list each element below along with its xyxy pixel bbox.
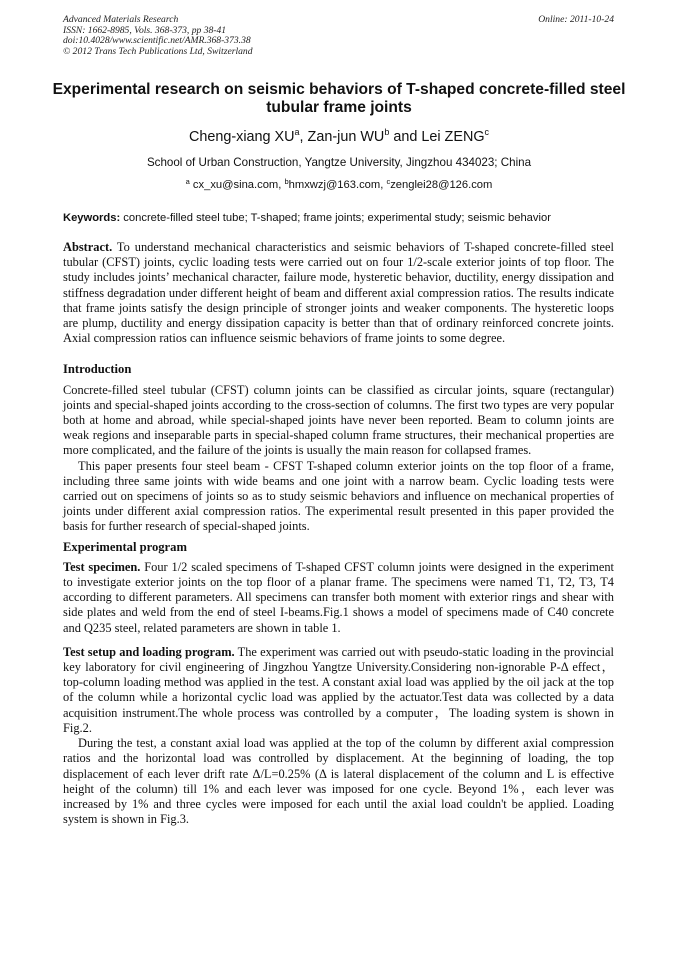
keywords — [63, 211, 623, 225]
journal-issn: ISSN: 1662-8985, Vols. 368-373, pp 38-41 — [63, 24, 227, 36]
email-superscript: c — [386, 177, 391, 186]
journal-copyright: © 2012 Trans Tech Publications Ltd, Switzerland — [63, 45, 253, 57]
intro-paragraph-1: Concrete-filled steel tubular (CFST) column joints can be classified as circular joints, square (rectangular) joints and special-shaped joints according to the cross-section of columns. The first two types are very popular both at home and abroad, while special-shaped joints have never been reported. Beam to column joints are weak regions and inseparable parts in special-shaped column frame structures, their mechanical properties are more complicated, and the failure of the joints is usually the main reason for collapsed frames. — [63, 382, 614, 458]
author-list — [40, 128, 638, 146]
author-emails — [40, 178, 638, 192]
paper-title: Experimental research on seismic behaviors of T-shaped concrete-filled steel tubular frame joints — [52, 81, 626, 116]
loading-paragraph: During the test, a constant axial load was applied at the top of the column by different axial compression ratios and the horizontal load was controlled by displacement. At the beginning of loading, the top displacement of each lever drift rate Δ/L=0.25% (Δ is lateral displacement of the column and L is effective height of the column) till 1% and each lever was imposed for one cycle. Beyond 1%，each lever was increased by 1% and three cycles were imposed for each until the axial load couldn't be applied. Loading system is shown in Fig.3. — [63, 736, 614, 827]
author-separator: and — [389, 129, 422, 145]
test-specimen-text: Four 1/2 scaled specimens of T-shaped CFST column joints were designed in the experiment to investigate exterior joints on the top floor of a planar frame. The specimens were named T1, T2, T3, T4 according to different parameters. All specimens can transfer both moment with exterior rings and shear with side plates and weld from the end of steel I-beams.Fig.1 shows a model of specimens made of C40 concrete and Q235 steel, related parameters are shown in table 1. — [63, 559, 615, 635]
author-name: Lei ZENG — [421, 129, 485, 145]
keywords-label: Keywords: — [63, 212, 121, 224]
online-date: Online: 2011-10-24 — [538, 14, 614, 25]
email-link[interactable]: hmxwzj@163.com, — [288, 179, 387, 191]
author-superscript: c — [484, 127, 490, 137]
test-setup-label: Test setup and loading program. — [63, 644, 235, 659]
keywords-text: concrete-filled steel tube; T-shaped; frame joints; experimental study; seismic behavior — [120, 212, 551, 224]
journal-name: Advanced Materials Research — [63, 14, 179, 25]
author-separator: , — [299, 129, 308, 145]
test-setup-paragraph — [63, 645, 614, 736]
test-setup-text: The experiment was carried out with pseudo-static loading in the provincial key laboratory for civil engineering of Jingzhou Yangtze University.Considering non-ignorable P-Δ effect，top-column loading method was applied in the test. A constant axial load was applied by the oil jack at the top of the column while a horizontal cyclic load was applied by the actuator.Test data was collected by a data acquisition instrument.The whole process was controlled by a computer，The loading system is shown in Fig.2. — [63, 644, 614, 735]
email-superscript: a — [185, 177, 190, 186]
journal-doi[interactable]: doi:10.4028/www.scientific.net/AMR.368-373.38 — [63, 35, 251, 46]
journal-header — [63, 15, 253, 57]
paper-body — [63, 240, 614, 827]
intro-paragraph-2: This paper presents four steel beam - CFST T-shaped column exterior joints on the top floor of a frame, including three same joints with wide beams and one joint with a narrow beam. Cyclic loading tests were carried out on specimens of joints so as to study seismic behaviors and influence on mechanical properties of joints under different axial compression ratios. The experimental result presented in this paper provided the basis for further research of special-shaped joints. — [63, 458, 614, 534]
spacer — [63, 636, 614, 645]
abstract — [63, 240, 614, 346]
section-heading-experimental: Experimental program — [63, 539, 187, 554]
author-name: Zan-jun WU — [307, 129, 385, 145]
email-link[interactable]: zenglei28@126.com — [390, 179, 493, 191]
abstract-text: To understand mechanical characteristics and seismic behaviors of T-shaped concrete-filled steel tubular (CFST) joints, cyclic loading tests were carried out on four 1/2-scale exterior joints of top floor. The study includes joints’ mechanical character, failure mode, hysteretic behavior, ductility, energy dissipation and stiffness degradation under different height of beam and different axial compression ratios. The results indicate that frame joints satisfy the design principle of stronger joints and weaker components. The hysteretic loops are plump, ductility and energy dissipation capacity is better than that of ordinary reinforced concrete joints. Axial compression ratios can influence seismic behaviors of frame joints to some degree. — [63, 240, 614, 346]
author-superscript: a — [294, 127, 300, 137]
abstract-label: Abstract. — [63, 240, 113, 254]
author-superscript: b — [384, 127, 390, 137]
spacer — [63, 346, 614, 362]
email-superscript: b — [284, 177, 289, 186]
author-name: Cheng-xiang XU — [188, 129, 295, 145]
test-specimen-label: Test specimen. — [63, 559, 141, 574]
section-heading-introduction: Introduction — [63, 362, 132, 377]
email-link[interactable]: cx_xu@sina.com, — [189, 179, 285, 191]
test-specimen-paragraph — [63, 560, 614, 636]
affiliation: School of Urban Construction, Yangtze University, Jingzhou 434023; China — [146, 156, 532, 169]
